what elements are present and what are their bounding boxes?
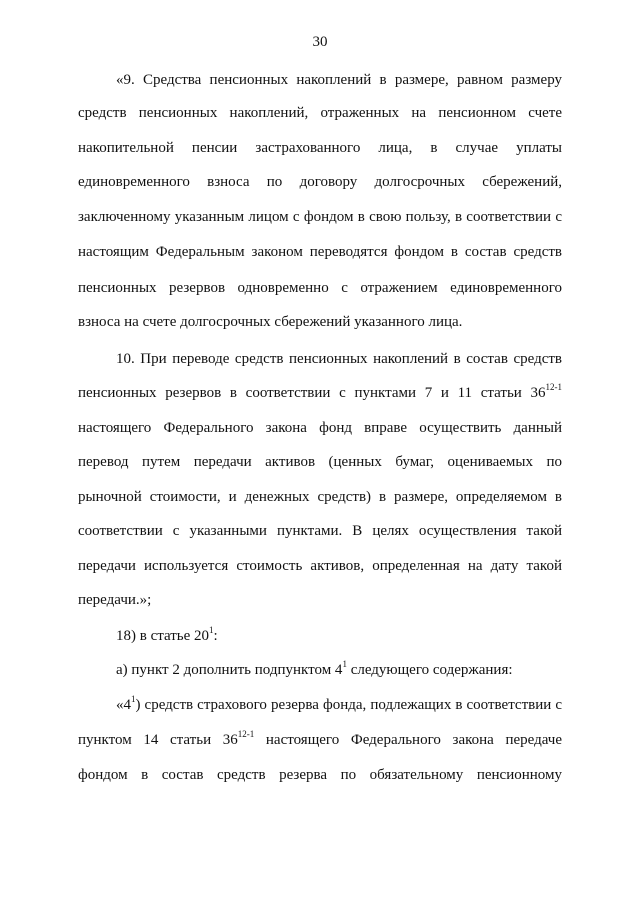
text-line: передачи используется стоимость активов, определенная на дату такой: [78, 558, 562, 574]
text-line: «9. Средства пенсионных накоплений в размере, равном размеру: [116, 72, 562, 88]
text-line: пенсионных резервов одновременно с отражением единовременного: [78, 280, 562, 296]
text-line: настоящим Федеральным законом переводятся фондом в состав средств: [78, 244, 562, 260]
text-line: перевод путем передачи активов (ценных бумаг, оцениваемых по: [78, 454, 562, 470]
text-line: соответствии с указанными пунктами. В целях осуществления такой: [78, 523, 562, 539]
item-18: 18) в статье $20^1$:: [116, 625, 218, 644]
superscript: 1: [342, 659, 347, 669]
text-line: взноса на счете долгосрочных сбережений указанного лица.: [78, 314, 463, 330]
text-line: «$4^1$) средств страхового резерва фонда, подлежащих в соответствии с: [116, 694, 562, 713]
superscript: 12-1: [545, 382, 562, 392]
superscript: 12-1: [237, 729, 255, 739]
text-line: заключенному указанным лицом с фондом в свою пользу, в соответствии с: [78, 209, 562, 225]
item-a: а) пункт 2 дополнить подпунктом $4^1$ следующего содержания:: [116, 659, 513, 678]
text-line: передачи.»;: [78, 592, 152, 608]
superscript: 1: [209, 625, 214, 635]
text-line: настоящего Федерального закона фонд вправе осуществить данный: [78, 420, 562, 436]
text-line: единовременного взноса по договору долгосрочных сбережений,: [78, 174, 562, 190]
page-number: 30: [312, 34, 328, 50]
text-line: пунктом 14 статьи 36$^{12-1}$ настоящего Федерального закона передаче: [78, 729, 562, 748]
text-line: фондом в состав средств резерва по обязательному пенсионному: [78, 767, 562, 783]
text-line: пенсионных резервов в соответствии с пунктами 7 и 11 статьи 36$^{12-1}$: [78, 382, 562, 401]
text-line: средств пенсионных накоплений, отраженных на пенсионном счете: [78, 105, 562, 121]
text-line: накопительной пенсии застрахованного лица, в случае уплаты: [78, 140, 562, 156]
text-line: 10. При переводе средств пенсионных накоплений в состав средств: [116, 351, 562, 367]
text-line: рыночной стоимости, и денежных средств) в размере, определяемом в: [78, 489, 562, 505]
superscript: 1: [131, 694, 136, 704]
